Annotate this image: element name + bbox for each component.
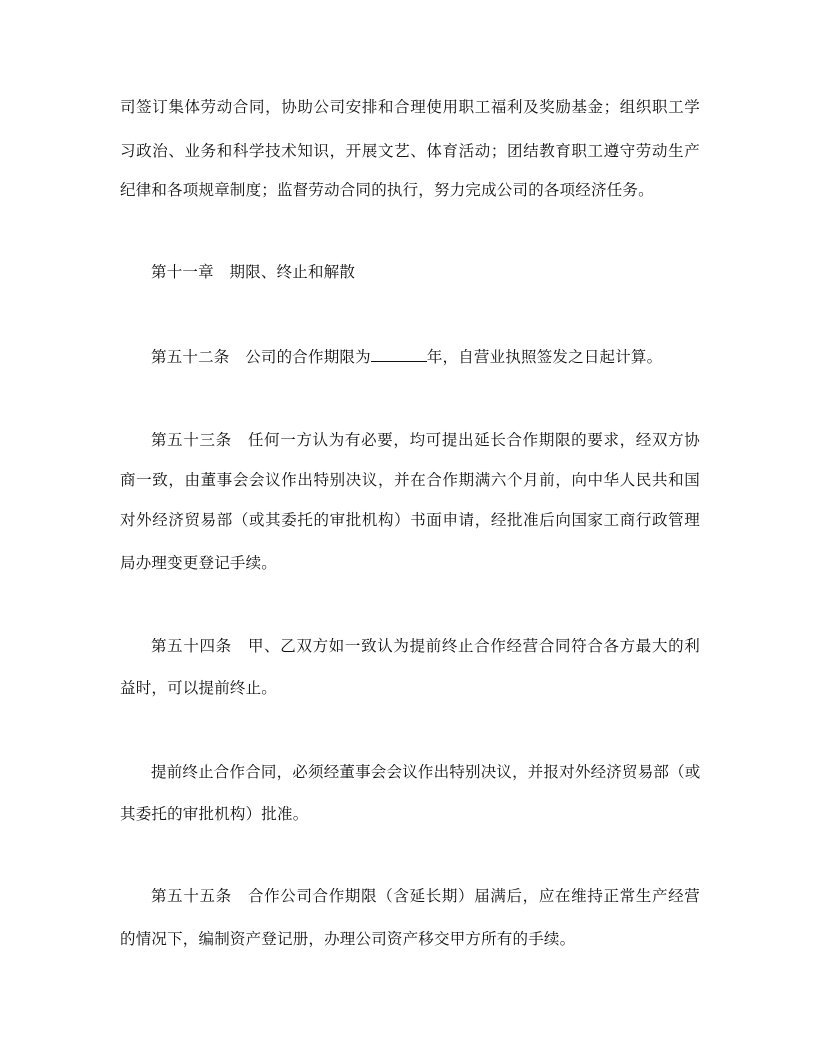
paragraph-line: 的情况下，编制资产登记册，办理公司资产移交甲方所有的手续。 bbox=[120, 930, 576, 948]
paragraph-line: 局办理变更登记手续。 bbox=[120, 554, 278, 572]
chapter-heading: 第十一章 期限、终止和解散 bbox=[151, 263, 356, 281]
paragraph-line: 对外经济贸易部（或其委托的审批机构）书面申请，经批准后向国家工商行政管理 bbox=[120, 511, 700, 529]
article-52-prefix: 第五十二条 公司的合作期限为 bbox=[151, 348, 371, 366]
paragraph-line: 提前终止合作合同，必须经董事会会议作出特别决议，并报对外经济贸易部（或 bbox=[151, 763, 701, 781]
paragraph-line: 习政治、业务和科学技术知识，开展文艺、体育活动；团结教育职工遵守劳动生产 bbox=[120, 142, 700, 160]
paragraph-line: 第五十四条 甲、乙双方如一致认为提前终止合作经营合同符合各方最大的利 bbox=[151, 637, 700, 655]
paragraph-line: 第五十三条 任何一方认为有必要，均可提出延长合作期限的要求，经双方协 bbox=[151, 431, 700, 449]
article-52 bbox=[151, 346, 700, 367]
paragraph-line: 司签订集体劳动合同，协助公司安排和合理使用职工福利及奖励基金；组织职工学 bbox=[120, 98, 700, 116]
term-years-blank bbox=[371, 346, 427, 362]
paragraph-line: 第五十五条 合作公司合作期限（含延长期）届满后，应在维持正常生产经营 bbox=[151, 887, 700, 905]
paragraph-line: 商一致，由董事会会议作出特别决议，并在合作期满六个月前，向中华人民共和国 bbox=[120, 471, 700, 489]
paragraph-line: 纪律和各项规章制度；监督劳动合同的执行，努力完成公司的各项经济任务。 bbox=[120, 181, 654, 199]
article-52-suffix: 年，自营业执照签发之日起计算。 bbox=[426, 348, 663, 366]
paragraph-line: 其委托的审批机构）批准。 bbox=[120, 805, 309, 823]
paragraph-line: 益时，可以提前终止。 bbox=[120, 679, 278, 697]
